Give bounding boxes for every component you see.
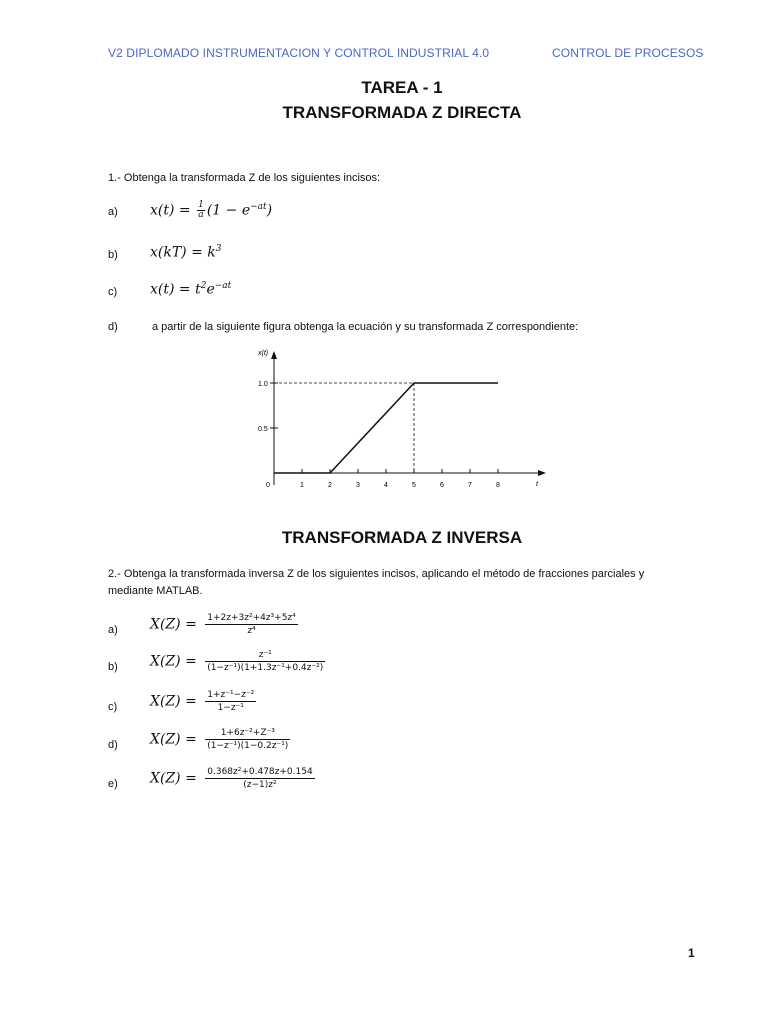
item-1a-equation: x(t) = $\frac{1}{a}$ $(1 - e^{-at})$ [150, 200, 273, 220]
x-tick-label: 5 [412, 482, 416, 489]
y-tick-label: 1.0 [258, 381, 268, 388]
header-subject: CONTROL DE PROCESOS [552, 46, 704, 60]
x-axis-arrow [538, 470, 546, 476]
x-tick-label: 2 [328, 482, 332, 489]
item-2a-label: a) [108, 624, 118, 636]
y-tick-label: 0.5 [258, 426, 268, 433]
header-course-title: V2 DIPLOMADO INSTRUMENTACION Y CONTROL INDUSTRIAL 4.0 [108, 46, 490, 60]
section-title-direct: TRANSFORMADA Z DIRECTA [282, 103, 522, 122]
section2-intro: 2.- Obtenga la transformada inversa Z de los siguientes incisos, aplicando el método de fracciones parciales y mediante MATLAB. [108, 568, 645, 597]
x-axis-label: t [536, 481, 538, 488]
x-tick-label: 0 [266, 482, 270, 489]
item-2c-equation: X(Z) = $\frac{\text{1+z⁻¹−z⁻²}}{\text{1−z⁻¹}}$ [150, 690, 255, 713]
item-1c-equation: $x(t) = t^2e^{-at}$ [150, 281, 232, 298]
x-tick-label: 4 [384, 482, 388, 489]
ramp-chart [252, 345, 552, 495]
page-title: TAREA - 1 [361, 78, 443, 97]
x-tick-label: 1 [300, 482, 304, 489]
item-2d-label: d) [108, 739, 118, 751]
item-2c-label: c) [108, 701, 118, 713]
section1-intro: 1.- Obtenga la transformada Z de los siguientes incisos: [108, 172, 381, 184]
item-1b-label: b) [108, 249, 118, 261]
item-1b-equation: $x(kT) = k^3$ [150, 244, 222, 261]
series-line [274, 383, 498, 473]
x-tick-label: 8 [496, 482, 500, 489]
item-1d-label: d) [108, 321, 118, 333]
item-2d-equation: X(Z) = $\frac{\text{1+6z⁻²+Z⁻³}}{\text{(1−z⁻¹)(1−0.2z⁻¹)}}$ [150, 728, 289, 751]
item-2e-label: e) [108, 778, 118, 790]
item-2b-label: b) [108, 661, 118, 673]
item-1d-text: a partir de la siguiente figura obtenga la ecuación y su transformada Z correspondiente: [152, 321, 579, 333]
x-tick-label: 6 [440, 482, 444, 489]
page-number: 1 [688, 946, 695, 960]
item-2e-equation: X(Z) = $\frac{\text{0.368z²+0.478z+0.154}}{\text{(z−1)z²}}$ [150, 767, 313, 790]
item-1c-label: c) [108, 286, 118, 298]
x-tick-label: 3 [356, 482, 360, 489]
item-1a-label: a) [108, 206, 118, 218]
section-title-inverse: TRANSFORMADA Z INVERSA [281, 528, 523, 547]
y-axis-arrow [271, 351, 277, 359]
x-tick-label: 7 [468, 482, 472, 489]
item-2b-equation: X(Z) = $\frac{\text{z⁻¹}}{\text{(1−z⁻¹)(1+1.3z⁻¹+0.4z⁻²)}}$ [150, 650, 324, 673]
y-axis-label: x(t) [258, 350, 269, 357]
item-2a-equation: X(Z) = $\frac{\text{1+2z+3z²+4z³+5z⁴}}{\text{z⁴}}$ [150, 613, 296, 636]
